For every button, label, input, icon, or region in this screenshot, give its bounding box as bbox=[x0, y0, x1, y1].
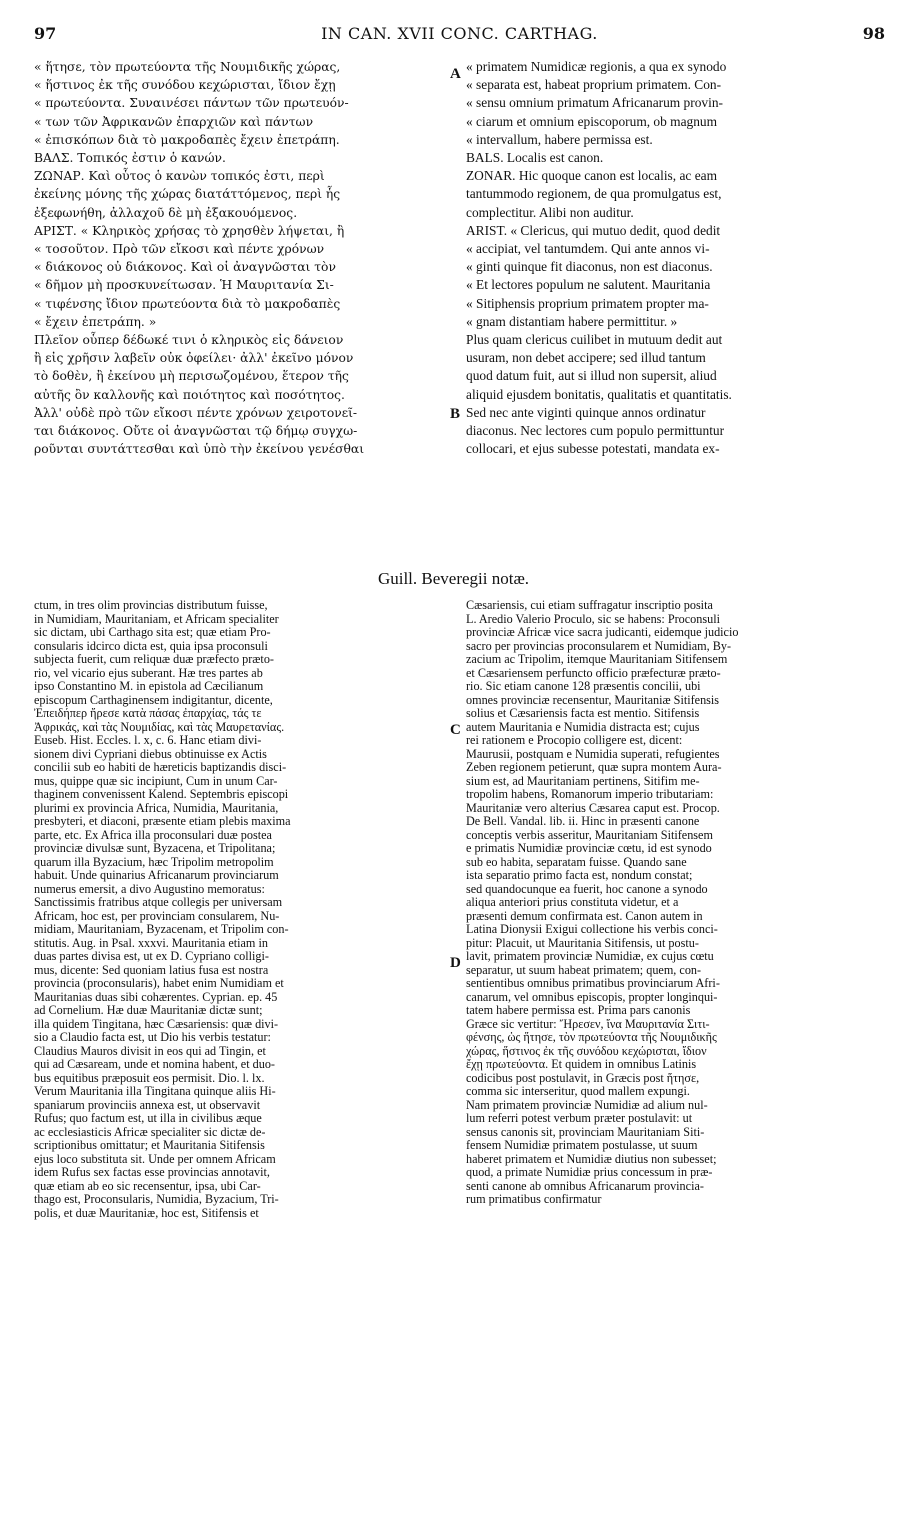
note-text-line: præsenti demum confirmata est. Canon autem in bbox=[466, 909, 703, 923]
note-text-line: Ἐπειδήπερ ἤρεσε κατὰ πάσας ἐπαρχίας, τάς τε bbox=[34, 707, 262, 720]
note-text-line: sensus canonis sit, provinciam Mauritaniam Siti- bbox=[466, 1125, 705, 1139]
note-text-line: rum primatibus confirmatur bbox=[466, 1193, 602, 1206]
note-text-line: Mauritanias duas sibi cohærentes. Cyprian. ep. 45 bbox=[34, 990, 278, 1004]
note-text-line: zacium ac Tripolim, itemque Mauritaniam Sitifensem bbox=[466, 653, 728, 666]
note-text-line: habuit. Unde quinarius Africanarum provinciarum bbox=[34, 869, 279, 882]
latin-text-line: ZONAR. Hic quoque canon est localis, ac eam bbox=[466, 168, 717, 184]
latin-text-line: « Et lectores populum ne salutent. Mauritania bbox=[466, 277, 711, 293]
note-text-line: tatem habere permissa est. Prima pars canonis bbox=[466, 1004, 691, 1017]
note-text-line: Maurusii, postquam e Numidia superati, refugientes bbox=[466, 747, 720, 761]
note-text-line: quarum illa Byzacium, hæc Tripolim metropolim bbox=[34, 855, 274, 869]
note-text-line: mus, quippe quæ sic incipiunt, Cum in unum Car- bbox=[34, 774, 278, 788]
note-text-line: parte, etc. Ex Africa illa proconsulari duæ postea bbox=[34, 828, 272, 842]
note-text-line: codicibus post postulavit, in Græcis post ἥτησε, bbox=[466, 1071, 700, 1085]
latin-text-line: complectitur. Alibi non auditur. bbox=[466, 204, 634, 220]
note-text-line: ipso Constantino M. in epistola ad Cæcilianum bbox=[34, 680, 264, 693]
note-text-line: consularis idcirco dicta est, quia ipsa proconsuli bbox=[34, 639, 268, 653]
note-text-line: sionem divi Cypriani diebus obtinuisse ex Actis bbox=[34, 747, 267, 761]
note-text-line: fensem Numidiæ primatem postulasse, ut suum bbox=[466, 1139, 698, 1152]
note-text-line: ἔχῃ πρωτεύοντα. Et quidem in omnibus Latinis bbox=[466, 1058, 697, 1071]
note-text-line: comma sic interseritur, quod mallem expungi. bbox=[466, 1085, 690, 1098]
greek-text-line: ΑΡΙΣΤ. « Κληρικὸς χρήσας τὸ χρησθὲν λήψεται, ἢ bbox=[34, 223, 345, 238]
note-text-line: Cæsariensis, cui etiam suffragatur inscriptio posita bbox=[466, 599, 713, 612]
note-text-line: Africam, hoc est, per provinciam consularem, Nu- bbox=[34, 909, 280, 923]
greek-text-line: ἐξεφωνήθη, ἀλλαχοῦ δὲ μὴ ἐξακουόμενος. bbox=[34, 205, 298, 220]
page-number-right: 98 bbox=[862, 24, 885, 43]
latin-text-column bbox=[466, 58, 880, 458]
note-text-line: ctum, in tres olim provincias distributum fuisse, bbox=[34, 599, 268, 612]
note-text-line: solius et Cæsariensis facta est mentio. Sitifensis bbox=[466, 707, 700, 720]
running-header bbox=[34, 24, 885, 48]
note-text-line: Ἀφρικάς, καὶ τὰς Νουμιδίας, καὶ τὰς Μαυρετανίας. bbox=[34, 720, 285, 734]
greek-text-line: « ἐπισκόπων διὰ τὸ μακροδαπὲς ἔχειν ἐπετράπη. bbox=[34, 132, 340, 147]
note-text-line: haberet primatem et Numidiæ diutius non subesset; bbox=[466, 1152, 717, 1166]
greek-text-line: ται διάκονος. Οὔτε οἱ ἀναγνῶσται τῷ δήμῳ συγχω- bbox=[34, 424, 358, 439]
note-text-line: bus equitibus præposuit eos permisit. Dio. l. lx. bbox=[34, 1071, 265, 1085]
note-text-line: Rufus; quo factum est, ut illa in civilibus æque bbox=[34, 1112, 262, 1125]
note-text-line: stitutis. Aug. in Psal. xxxvi. Mauritania etiam in bbox=[34, 936, 268, 950]
note-text-line: et Cæsariensem perfuncto officio præfecturæ præto- bbox=[466, 666, 721, 680]
note-text-line: sed quandocunque ea fuerit, hoc canone a synodo bbox=[466, 882, 708, 896]
note-text-line: Græce sic vertitur: Ἤρεσεν, ἵνα Μαυριτανία Σιτι- bbox=[466, 1017, 710, 1031]
note-text-line: pitur: Placuit, ut Mauritania Sitifensis, ut postu- bbox=[466, 936, 699, 950]
greek-text-line: « διάκονος οὐ διάκονος. Καὶ οἱ ἀναγνῶσται τὸν bbox=[34, 260, 336, 275]
note-text-line: sub eo habita, separatam fuisse. Quando sane bbox=[466, 855, 687, 869]
greek-text-line: « τιφένσης ἴδιον πρωτεύοντα διὰ τὸ μακροδαπὲς bbox=[34, 296, 341, 311]
greek-text-line: τὸ δοθὲν, ἢ ἐκείνου μὴ περισωζομένου, ἕτερον τῆς bbox=[34, 369, 349, 384]
greek-text-line: ΒΑΛΣ. Τοπικός ἐστιν ὁ κανών. bbox=[34, 151, 226, 166]
note-text-line: subjecta fuerit, cum reliquæ duæ præfecto præto- bbox=[34, 653, 274, 666]
note-text-line: Euseb. Hist. Eccles. l. x, c. 6. Hanc etiam divi- bbox=[34, 734, 262, 747]
note-text-line: illa quidem Tingitana, hæc Cæsariensis: quæ divi- bbox=[34, 1017, 279, 1031]
greek-text-line: « ἔχειν ἐπετράπη. » bbox=[34, 314, 157, 329]
latin-text-line: usuram, non debet accipere; sed illud tantum bbox=[466, 350, 706, 366]
note-text-line: mus, dicente: Sed quoniam latius fusa est nostra bbox=[34, 963, 269, 977]
note-text-line: χώρας, ἥστινος ἐκ τῆς συνόδου κεχώρισται, ἴδιον bbox=[466, 1044, 707, 1058]
note-text-line: senti canone ab omnibus Africanarum provincia- bbox=[466, 1179, 704, 1193]
note-text-line: plurimi ex provincia Africa, Numidia, Mauritania, bbox=[34, 801, 279, 815]
latin-text-line: tantummodo regionem, de qua promulgatus est, bbox=[466, 186, 722, 202]
greek-text-column bbox=[34, 58, 446, 458]
margin-marker-b: B bbox=[450, 406, 461, 422]
note-text-line: lum referri potest verbum præter postulavit: ut bbox=[466, 1112, 693, 1125]
latin-text-line: diaconus. Nec lectores cum populo permittuntur bbox=[466, 423, 725, 439]
note-text-line: Sanctissimis fratribus atque collegis per universam bbox=[34, 896, 283, 909]
margin-marker-a: A bbox=[450, 66, 461, 82]
latin-text-line: « ciarum et omnium episcoporum, ob magnum bbox=[466, 113, 718, 129]
latin-text-line: aliquid ejusdem bonitatis, qualitatis et quantitatis. bbox=[466, 386, 732, 402]
note-text-line: qui ad Cæsaream, unde et nomina habent, et duo- bbox=[34, 1058, 275, 1071]
note-text-line: concilii sub eo habiti de hæreticis baptizandis disci- bbox=[34, 761, 287, 774]
note-text-line: sium est, ad Mauritaniam pertinens, Sitifim me- bbox=[466, 774, 700, 788]
note-text-line: polis, et duæ Mauritaniæ, hoc est, Sitifensis et bbox=[34, 1206, 259, 1220]
latin-text-line: « Sitiphensis proprium primatem propter ma- bbox=[466, 295, 709, 311]
greek-text-line: Ἀλλ' οὐδὲ πρὸ τῶν εἴκοσι πέντε χρόνων χειροτονεῖ- bbox=[34, 405, 358, 420]
greek-text-line: ΖΩΝΑΡ. Καὶ οὗτος ὁ κανὼν τοπικός ἐστι, περὶ bbox=[34, 169, 325, 184]
note-text-line: Latina Dionysii Exigui collectione his verbis conci- bbox=[466, 923, 718, 936]
note-text-line: provinciæ divulsæ sunt, Byzacena, et Tripolitana; bbox=[34, 842, 276, 855]
note-text-line: ejus loco substituta sit. Unde per omnem Africam bbox=[34, 1152, 276, 1166]
note-text-line: Nam primatem provinciæ Numidiæ ad alium nul- bbox=[466, 1098, 708, 1112]
latin-text-line: « accipiat, vel tantumdem. Qui ante annos vi- bbox=[466, 241, 710, 257]
latin-text-line: « ginti quinque fit diaconus, non est diaconus. bbox=[466, 259, 713, 275]
note-text-line: rio. Sic etiam canone 128 præsentis concilii, ubi bbox=[466, 680, 701, 693]
greek-text-line: αὐτῆς ὂν καλλονῆς καὶ ποιότητος καὶ ποσότητος. bbox=[34, 387, 345, 402]
latin-text-line: « separata est, habeat proprium primatem. Con- bbox=[466, 77, 722, 93]
note-text-line: Zeben regionem petierunt, quæ supra montem Aura- bbox=[466, 761, 722, 774]
note-text-line: provinciæ Africæ vice sacra judicanti, eidemque judicio bbox=[466, 626, 739, 639]
note-text-line: spaniarum provinciis annexa est, ut observavit bbox=[34, 1098, 261, 1112]
latin-text-line: Plus quam clericus cuilibet in mutuum dedit aut bbox=[466, 332, 723, 348]
note-text-line: L. Aredio Valerio Proculo, sic se habens: Proconsuli bbox=[466, 612, 720, 626]
note-text-line: lavit, primatem provinciæ Numidiæ, ex cujus cœtu bbox=[466, 950, 714, 963]
note-text-line: aliqua anteriori prius constituta videtur, et a bbox=[466, 896, 679, 909]
note-text-line: tropolim habens, Romanorum imperio tributariam: bbox=[466, 788, 714, 801]
note-text-line: sentientibus omnibus primatibus provinciarum Afri- bbox=[466, 977, 720, 990]
note-text-line: omnes provinciæ recensentur, Mauritaniæ Sitifensis bbox=[466, 693, 720, 707]
note-text-line: separatur, ut suum habeat primatem; quem, con- bbox=[466, 963, 702, 977]
greek-text-line: « ἥστινος ἐκ τῆς συνόδου κεχώρισται, ἴδιον ἔχῃ bbox=[34, 78, 336, 93]
latin-text-line: « primatem Numidicæ regionis, a qua ex synodo bbox=[466, 59, 727, 74]
note-text-line: quæ etiam ab eo sic recensentur, ipsa, ubi Car- bbox=[34, 1179, 261, 1193]
greek-text-line: ἢ εἰς χρῆσιν λαβεῖν οὐκ ὀφείλει· ἀλλ' ἐκεῖνο μόνον bbox=[34, 351, 354, 366]
greek-text-line: Πλεῖον οὗπερ δέδωκέ τινι ὁ κληρικὸς εἰς δάνειον bbox=[34, 333, 344, 348]
margin-marker-c: C bbox=[450, 722, 461, 738]
note-text-line: sic dictam, ubi Carthago sita est; quæ etiam Pro- bbox=[34, 626, 271, 639]
greek-text-line: ροῦνται συντάττεσθαι καὶ ὑπὸ τὴν ἐκείνου γενέσθαι bbox=[34, 442, 365, 457]
latin-text-line: BALS. Localis est canon. bbox=[466, 150, 604, 166]
greek-text-line: ἐκείνης μόνης τῆς χώρας διατάττόμενος, περὶ ἧς bbox=[34, 187, 341, 202]
note-text-line: provincia (proconsularis), habet enim Numidiam et bbox=[34, 977, 284, 990]
note-text-line: duas partes divisa est, ut ex D. Cypriano colligi- bbox=[34, 950, 269, 963]
latin-text-line: collocari, et ejus subesse potestati, mandata ex- bbox=[466, 441, 720, 457]
greek-text-line: « δῆμον μὴ προσκυνείτωσαν. Ἡ Μαυριτανία Σι- bbox=[34, 278, 334, 293]
notes-heading: Guill. Beveregii notæ. bbox=[377, 569, 530, 588]
greek-text-line: « ἥτησε, τὸν πρωτεύοντα τῆς Νουμιδικῆς χώρας, bbox=[34, 60, 341, 74]
note-text-line: in Numidiam, Mauritaniam, et Africam specialiter bbox=[34, 612, 279, 626]
note-text-line: scriptionibus omittatur; et Mauritania Sitifensis bbox=[34, 1139, 265, 1152]
greek-text-line: « των τῶν Ἀφρικανῶν ἐπαρχιῶν καὶ πάντων bbox=[34, 114, 314, 129]
note-text-line: idem Rufus sex factas esse provincias annotavit, bbox=[34, 1166, 270, 1179]
latin-text-line: « sensu omnium primatum Africanarum provin- bbox=[466, 95, 723, 111]
note-text-line: Claudius Mauros divisit in eos qui ad Tingin, et bbox=[34, 1044, 266, 1058]
margin-marker-d: D bbox=[450, 955, 461, 971]
latin-text-line: « gnam distantiam habere permittitur. » bbox=[466, 313, 678, 329]
note-text-line: De Bell. Vandal. lib. ii. Hinc in præsenti canone bbox=[466, 815, 700, 828]
note-text-line: numerus emersit, a divo Augustino memoratus: bbox=[34, 882, 265, 896]
note-text-line: sacro per provincias proconsularem et Numidiam, By- bbox=[466, 639, 732, 653]
note-text-line: ista separatio primo facta est, nondum constat; bbox=[466, 869, 693, 882]
note-text-line: midiam, Mauritaniam, Byzacenam, et Tripolim con- bbox=[34, 923, 289, 936]
note-text-line: Verum Mauritania illa Tingitana quinque aliis Hi- bbox=[34, 1085, 276, 1098]
notes-left-column bbox=[34, 599, 446, 1220]
greek-text-line: « πρωτεύοντα. Συναινέσει πάντων τῶν πρωτευόν- bbox=[34, 96, 349, 111]
latin-text-line: Sed nec ante viginti quinque annos ordinatur bbox=[466, 404, 706, 420]
note-text-line: rei rationem e Procopio colligere est, dicent: bbox=[466, 734, 683, 747]
note-text-line: Mauritaniæ vero alterius Cæsarea caput est. Procop. bbox=[466, 801, 720, 815]
notes-right-column bbox=[466, 599, 880, 1207]
note-text-line: ac ecclesiasticis Africæ specialiter sic dictæ de- bbox=[34, 1125, 266, 1139]
note-text-line: rio, vel vicario ejus suberant. Hæ tres partes ab bbox=[34, 666, 263, 680]
note-text-line: conceptis verbis asseritur, Mauritaniam Sitifensem bbox=[466, 828, 713, 842]
latin-text-line: « intervallum, habere permissa est. bbox=[466, 131, 653, 147]
latin-text-line: ARIST. « Clericus, qui mutuo dedit, quod dedit bbox=[466, 222, 721, 238]
running-title: IN CAN. XVII CONC. CARTHAG. bbox=[321, 24, 598, 43]
note-text-line: presbyteri, et diaconi, præsente etiam plebis maxima bbox=[34, 815, 291, 828]
greek-text-line: « τοσοῦτον. Πρὸ τῶν εἴκοσι καὶ πέντε χρόνων bbox=[34, 242, 325, 257]
note-text-line: e primatis Numidiæ provinciæ cœtu, id est synodo bbox=[466, 842, 712, 855]
latin-text-line: quod datum fuit, aut si illud non supersit, aliud bbox=[466, 368, 717, 384]
note-text-line: ad Cornelium. Hæ duæ Mauritaniæ dictæ sunt; bbox=[34, 1004, 263, 1017]
note-text-line: thago est, Proconsularis, Numidia, Byzacium, Tri- bbox=[34, 1193, 279, 1206]
note-text-line: autem Mauritania e Numidia distracta est; cujus bbox=[466, 720, 700, 734]
note-text-line: quod, a primate Numidiæ prius concessum in præ- bbox=[466, 1166, 713, 1179]
note-text-line: episcopum Carthaginensem indigitantur, dicente, bbox=[34, 693, 273, 707]
note-text-line: canarum, vel omnibus episcopis, propter longinqui- bbox=[466, 990, 718, 1004]
note-text-line: φένσης, ὡς ἥτησε, τὸν πρωτεύοντα τῆς Νουμιδικῆς bbox=[466, 1031, 717, 1044]
note-text-line: thaginem convenissent Kalend. Septembris episcopi bbox=[34, 788, 289, 801]
page-number-left: 97 bbox=[34, 24, 57, 43]
note-text-line: sio a Claudio facta est, ut Dio his verbis testatur: bbox=[34, 1031, 271, 1044]
